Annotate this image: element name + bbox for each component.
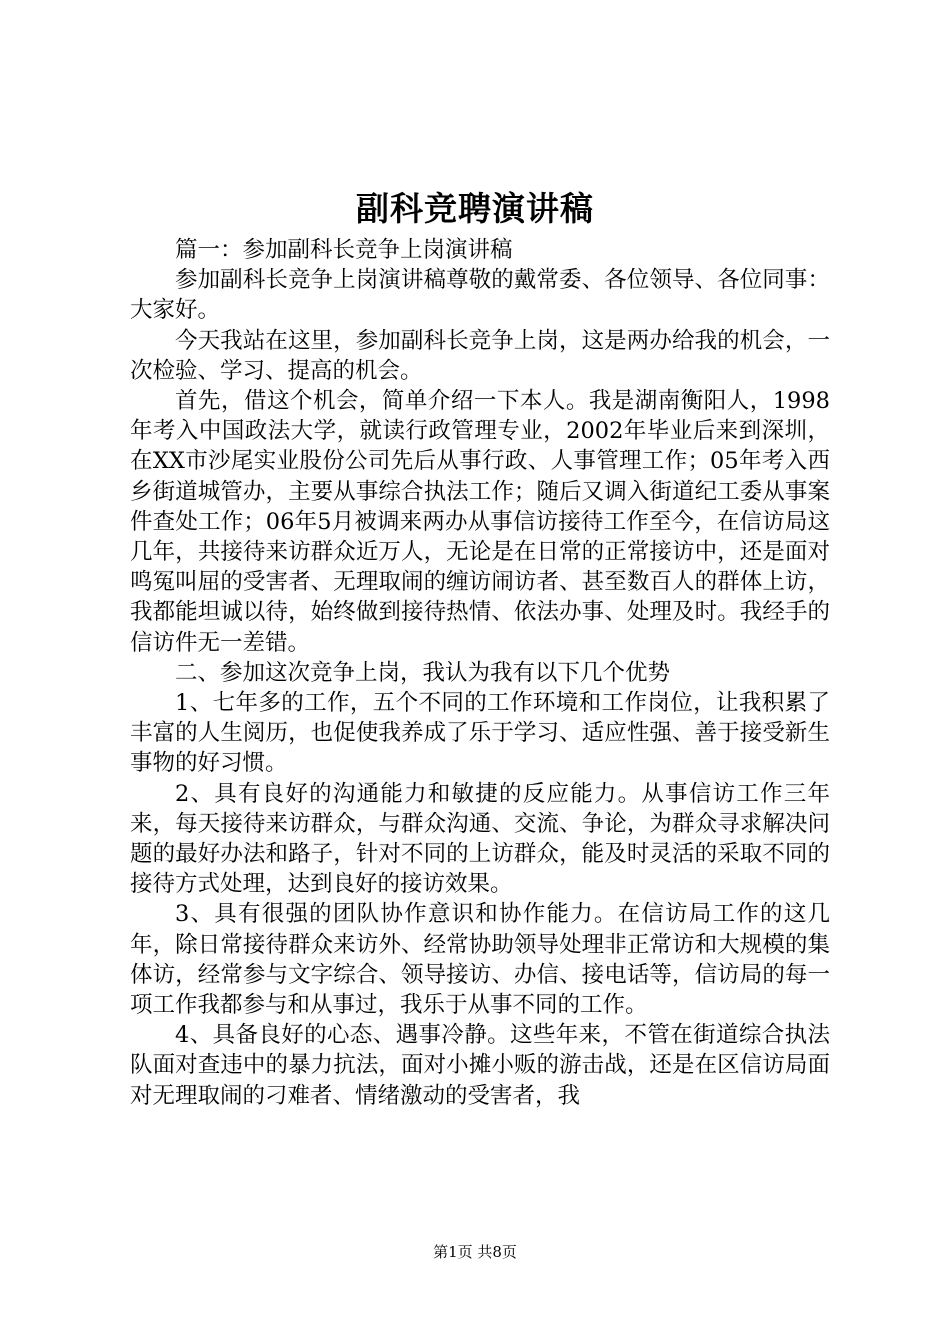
paragraph-greeting: 参加副科长竞争上岗演讲稿尊敬的戴常委、各位领导、各位同事：大家好。 bbox=[130, 267, 830, 324]
paragraph-opening: 今天我站在这里，参加副科长竞争上岗，这是两办给我的机会，一次检验、学习、提高的机会。 bbox=[130, 327, 830, 384]
paragraph-section-heading: 篇一：参加副科长竞争上岗演讲稿 bbox=[175, 237, 513, 263]
paragraph-advantages-heading: 二、参加这次竞争上岗，我认为我有以下几个优势 bbox=[175, 659, 671, 686]
document-body bbox=[130, 235, 830, 1111]
paragraph-advantage-4: 4、具备良好的心态、遇事冷静。这些年来，不管在街道综合执法队面对查违中的暴力抗法，面对小摊小贩的游击战，还是在区信访局面对无理取闹的刁难者、情绪激动的受害者，我 bbox=[130, 1022, 830, 1109]
page-footer: 第1页 共8页 bbox=[433, 1243, 517, 1261]
paragraph-self-introduction: 首先，借这个机会，简单介绍一下本人。我是湖南衡阳人，1998年考入中国政法大学，就读行政管理专业，2002年毕业后来到深圳，在XX市沙尾实业股份公司先后从事行政、人事管理工作；05年考入西乡街道城管办，主要从事综合执法工作；随后又调入街道纪工委从事案件查处工作；06年5月被调来两办从事信访接待工作至今，在信访局这几年，共接待来访群众近万人，无论是在日常的正常接访中，还是面对鸣冤叫屈的受害者、无理取闹的缠访闹访者、甚至数百人的群体上访，我都能坦诚以待，始终做到接待热情、依法办事、处理及时。我经手的信访件无一差错。 bbox=[130, 388, 830, 656]
paragraph-advantage-3: 3、具有很强的团队协作意识和协作能力。在信访局工作的这几年，除日常接待群众来访外、经常协助领导处理非正常访和大规模的集体访，经常参与文字综合、领导接访、办信、接电话等，信访局的每一项工作我都参与和从事过，我乐于从事不同的工作。 bbox=[130, 901, 830, 1019]
document-title: 副科竞聘演讲稿 bbox=[356, 189, 594, 228]
paragraph-advantage-1: 1、七年多的工作，五个不同的工作环境和工作岗位，让我积累了丰富的人生阅历，也促使我养成了乐于学习、适应性强、善于接受新生事物的好习惯。 bbox=[130, 690, 830, 777]
paragraph-advantage-2: 2、具有良好的沟通能力和敏捷的反应能力。从事信访工作三年来，每天接待来访群众，与群众沟通、交流、争论，为群众寻求解决问题的最好办法和路子，针对不同的上访群众，能及时灵活的采取不同的接待方式处理，达到良好的接访效果。 bbox=[130, 780, 830, 898]
